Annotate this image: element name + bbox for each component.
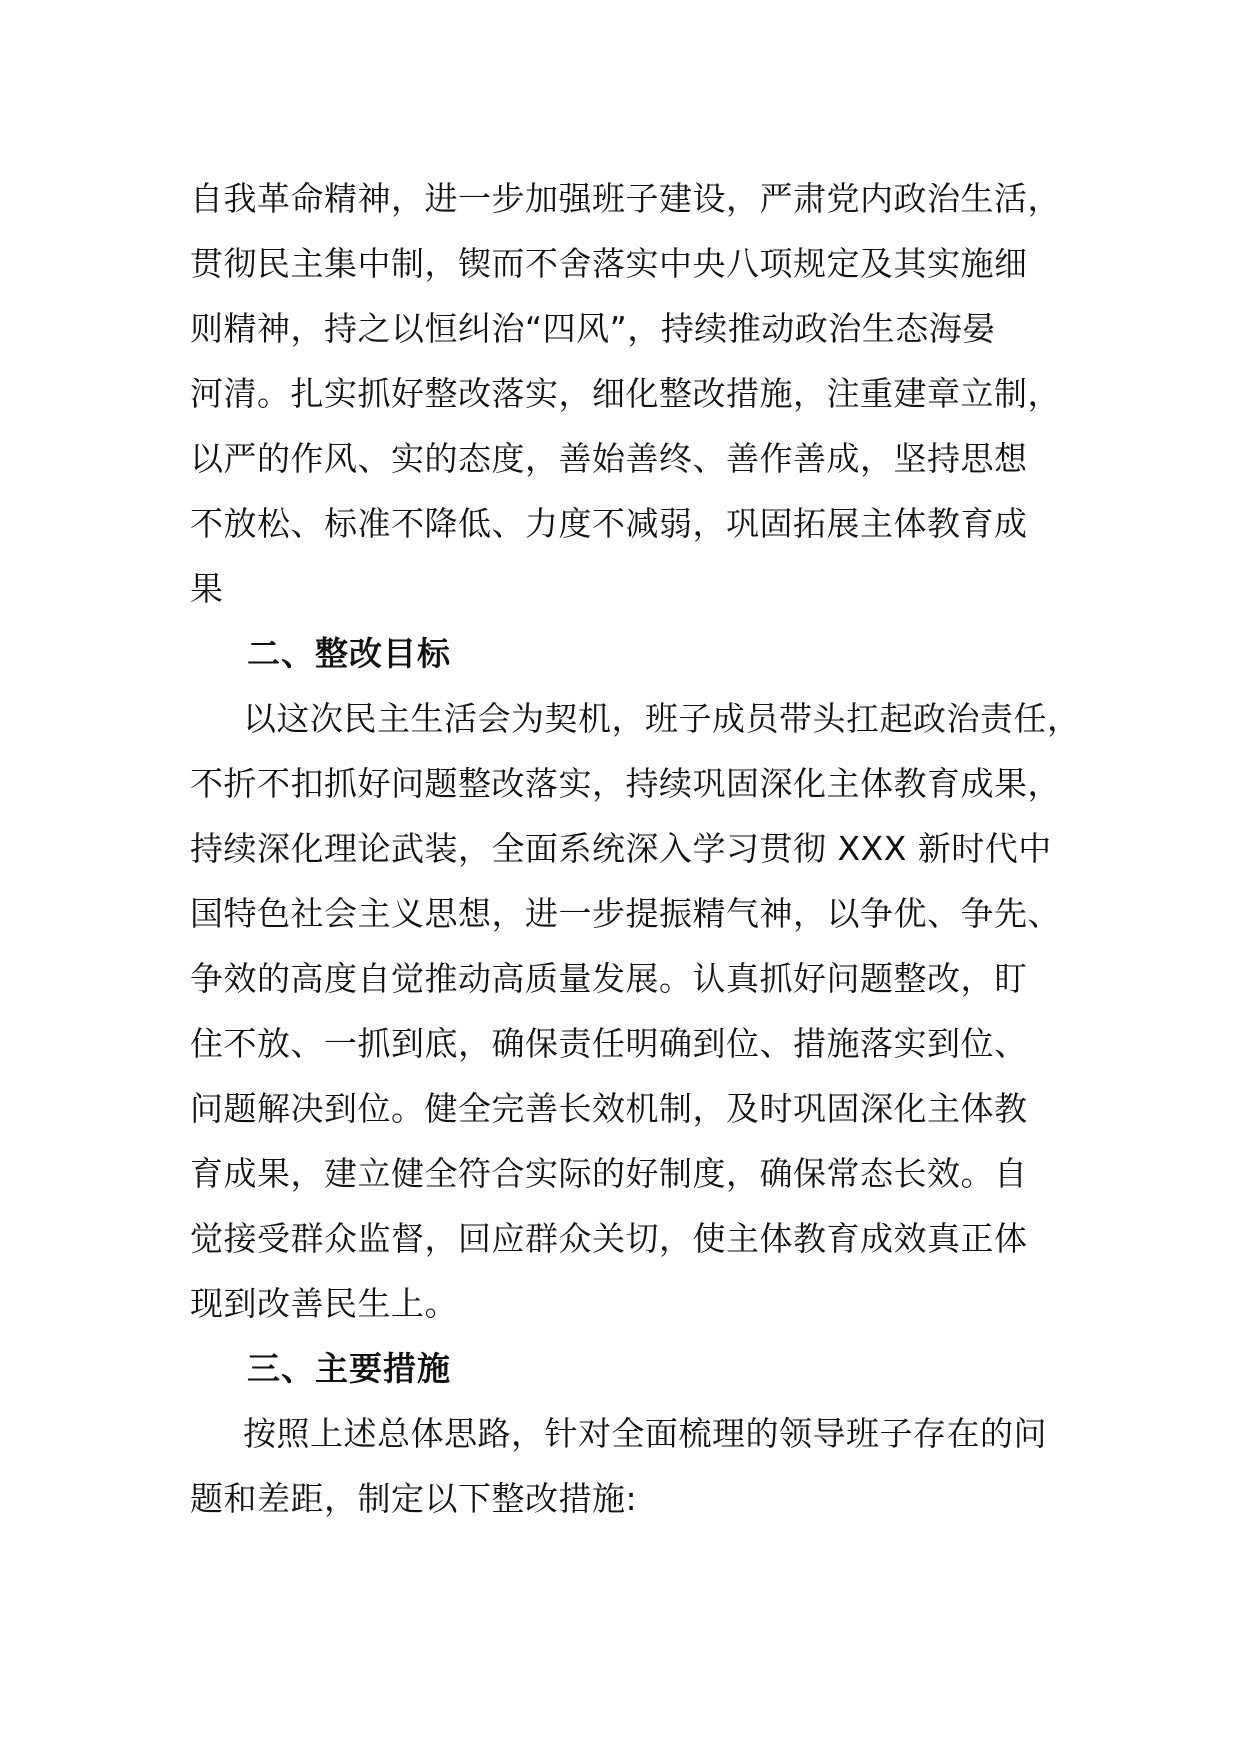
goals-line-4: 国特色社会主义思想，进一步提振精气神，以争优、争先、: [190, 894, 1061, 933]
intro-line-3: 则精神，持之以恒纠治“四风”，持续推动政治生态海晏: [190, 309, 996, 348]
section-heading-measures: 三、主要措施: [247, 1349, 451, 1388]
goals-line-6: 住不放、一抓到底，确保责任明确到位、措施落实到位、: [190, 1024, 1028, 1063]
intro-line-4: 河清。扎实抓好整改落实，细化整改措施，注重建章立制，: [190, 374, 1061, 413]
goals-line-5: 争效的高度自觉推动高质量发展。认真抓好问题整改，盯: [190, 959, 1028, 998]
intro-line-6: 不放松、标准不降低、力度不减弱，巩固拓展主体教育成: [190, 504, 1028, 543]
goals-line-8: 育成果，建立健全符合实际的好制度，确保常态长效。自: [190, 1154, 1028, 1193]
intro-line-5: 以严的作风、实的态度，善始善终、善作善成，坚持思想: [190, 439, 1028, 478]
intro-line-1: 自我革命精神，进一步加强班子建设，严肃党内政治生活，: [190, 179, 1061, 218]
intro-line-2: 贯彻民主集中制，锲而不舍落实中央八项规定及其实施细: [190, 244, 1028, 283]
goals-line-9: 觉接受群众监督，回应群众关切，使主体教育成效真正体: [190, 1219, 1028, 1258]
document-body: [190, 166, 1081, 1531]
intro-line-7: 果: [190, 569, 224, 608]
goals-line-10: 现到改善民生上。: [190, 1284, 458, 1323]
goals-line-7: 问题解决到位。健全完善长效机制，及时巩固深化主体教: [190, 1089, 1028, 1128]
goals-line-1: 以这次民主生活会为契机，班子成员带头扛起政治责任，: [243, 699, 1081, 738]
measures-line-2: 题和差距，制定以下整改措施:: [190, 1479, 638, 1518]
measures-line-1: 按照上述总体思路，针对全面梳理的领导班子存在的问: [243, 1414, 1047, 1453]
goals-line-3: 持续深化理论武装，全面系统深入学习贯彻 XXX 新时代中: [190, 829, 1052, 868]
section-heading-goals: 二、整改目标: [247, 634, 451, 673]
goals-line-2: 不折不扣抓好问题整改落实，持续巩固深化主体教育成果，: [190, 764, 1061, 803]
